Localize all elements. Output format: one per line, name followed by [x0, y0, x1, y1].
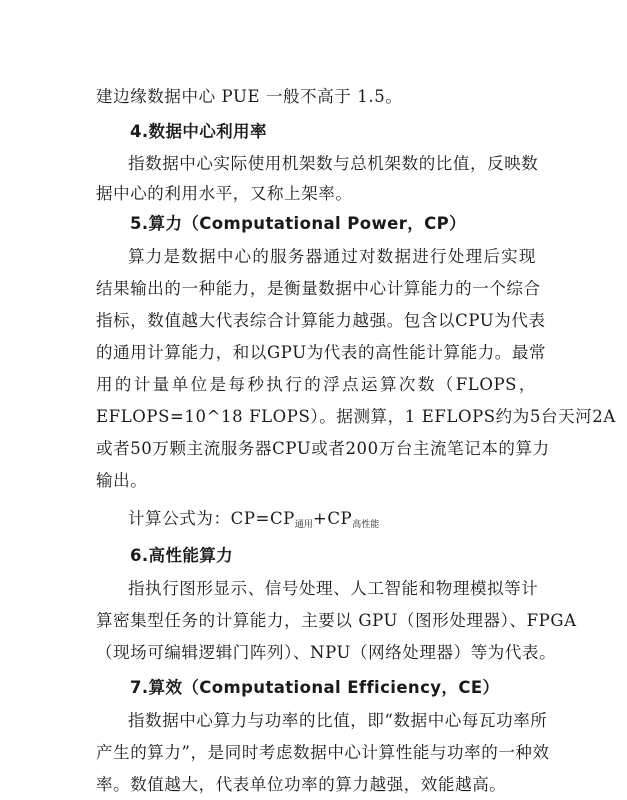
paragraph-line: 算力是数据中心的服务器通过对数据进行处理后实现	[128, 247, 536, 266]
paragraph-line: 用的计量单位是每秒执行的浮点运算次数（FLOPS，	[96, 375, 536, 394]
section-heading: 5.算力（Computational Power，CP）	[130, 214, 467, 233]
formula-subscript-general: 通用	[294, 520, 313, 530]
section-heading: 7.算效（Computational Efficiency，CE）	[130, 678, 500, 697]
paragraph-line: 或者50万颗主流服务器CPU或者200万台主流笔记本的算力	[96, 439, 550, 458]
paragraph-line: EFLOPS=10^18 FLOPS）。据测算，1 EFLOPS约为5台天河2A	[96, 407, 616, 426]
paragraph-line: 产生的算力”，是同时考虑数据中心计算性能与功率的一种效	[96, 743, 550, 762]
paragraph-line: 指数据中心实际使用机架数与总机架数的比值，反映数	[128, 154, 539, 173]
paragraph-line: 率。数值越大，代表单位功率的算力越强，效能越高。	[96, 775, 507, 794]
formula-plus: +CP	[312, 509, 353, 528]
section-heading: 4.数据中心利用率	[130, 122, 267, 141]
paragraph-line: 指执行图形显示、信号处理、人工智能和物理模拟等计	[128, 579, 539, 598]
formula-prefix: 计算公式为：CP=CP	[128, 509, 295, 528]
paragraph-line: （现场可编辑逻辑门阵列）、NPU（网络处理器）等为代表。	[96, 643, 557, 662]
paragraph-line: 指标，数值越大代表综合计算能力越强。包含以CPU为代表	[96, 311, 546, 330]
formula-subscript-high-performance: 高性能	[352, 520, 380, 530]
paragraph-line: 输出。	[96, 471, 148, 490]
paragraph-line: 建边缘数据中心 PUE 一般不高于 1.5。	[96, 87, 403, 106]
paragraph-line: 的通用计算能力，和以GPU为代表的高性能计算能力。最常	[96, 343, 547, 362]
formula-line	[128, 508, 536, 536]
paragraph-line: 算密集型任务的计算能力，主要以 GPU（图形处理器）、FPGA	[96, 611, 577, 630]
paragraph-line: 指数据中心算力与功率的比值，即“数据中心每瓦功率所	[128, 711, 548, 730]
paragraph-line: 结果输出的一种能力，是衡量数据中心计算能力的一个综合	[96, 279, 541, 298]
paragraph-line: 据中心的利用水平，又称上架率。	[96, 184, 353, 203]
section-heading: 6.高性能算力	[130, 546, 234, 565]
